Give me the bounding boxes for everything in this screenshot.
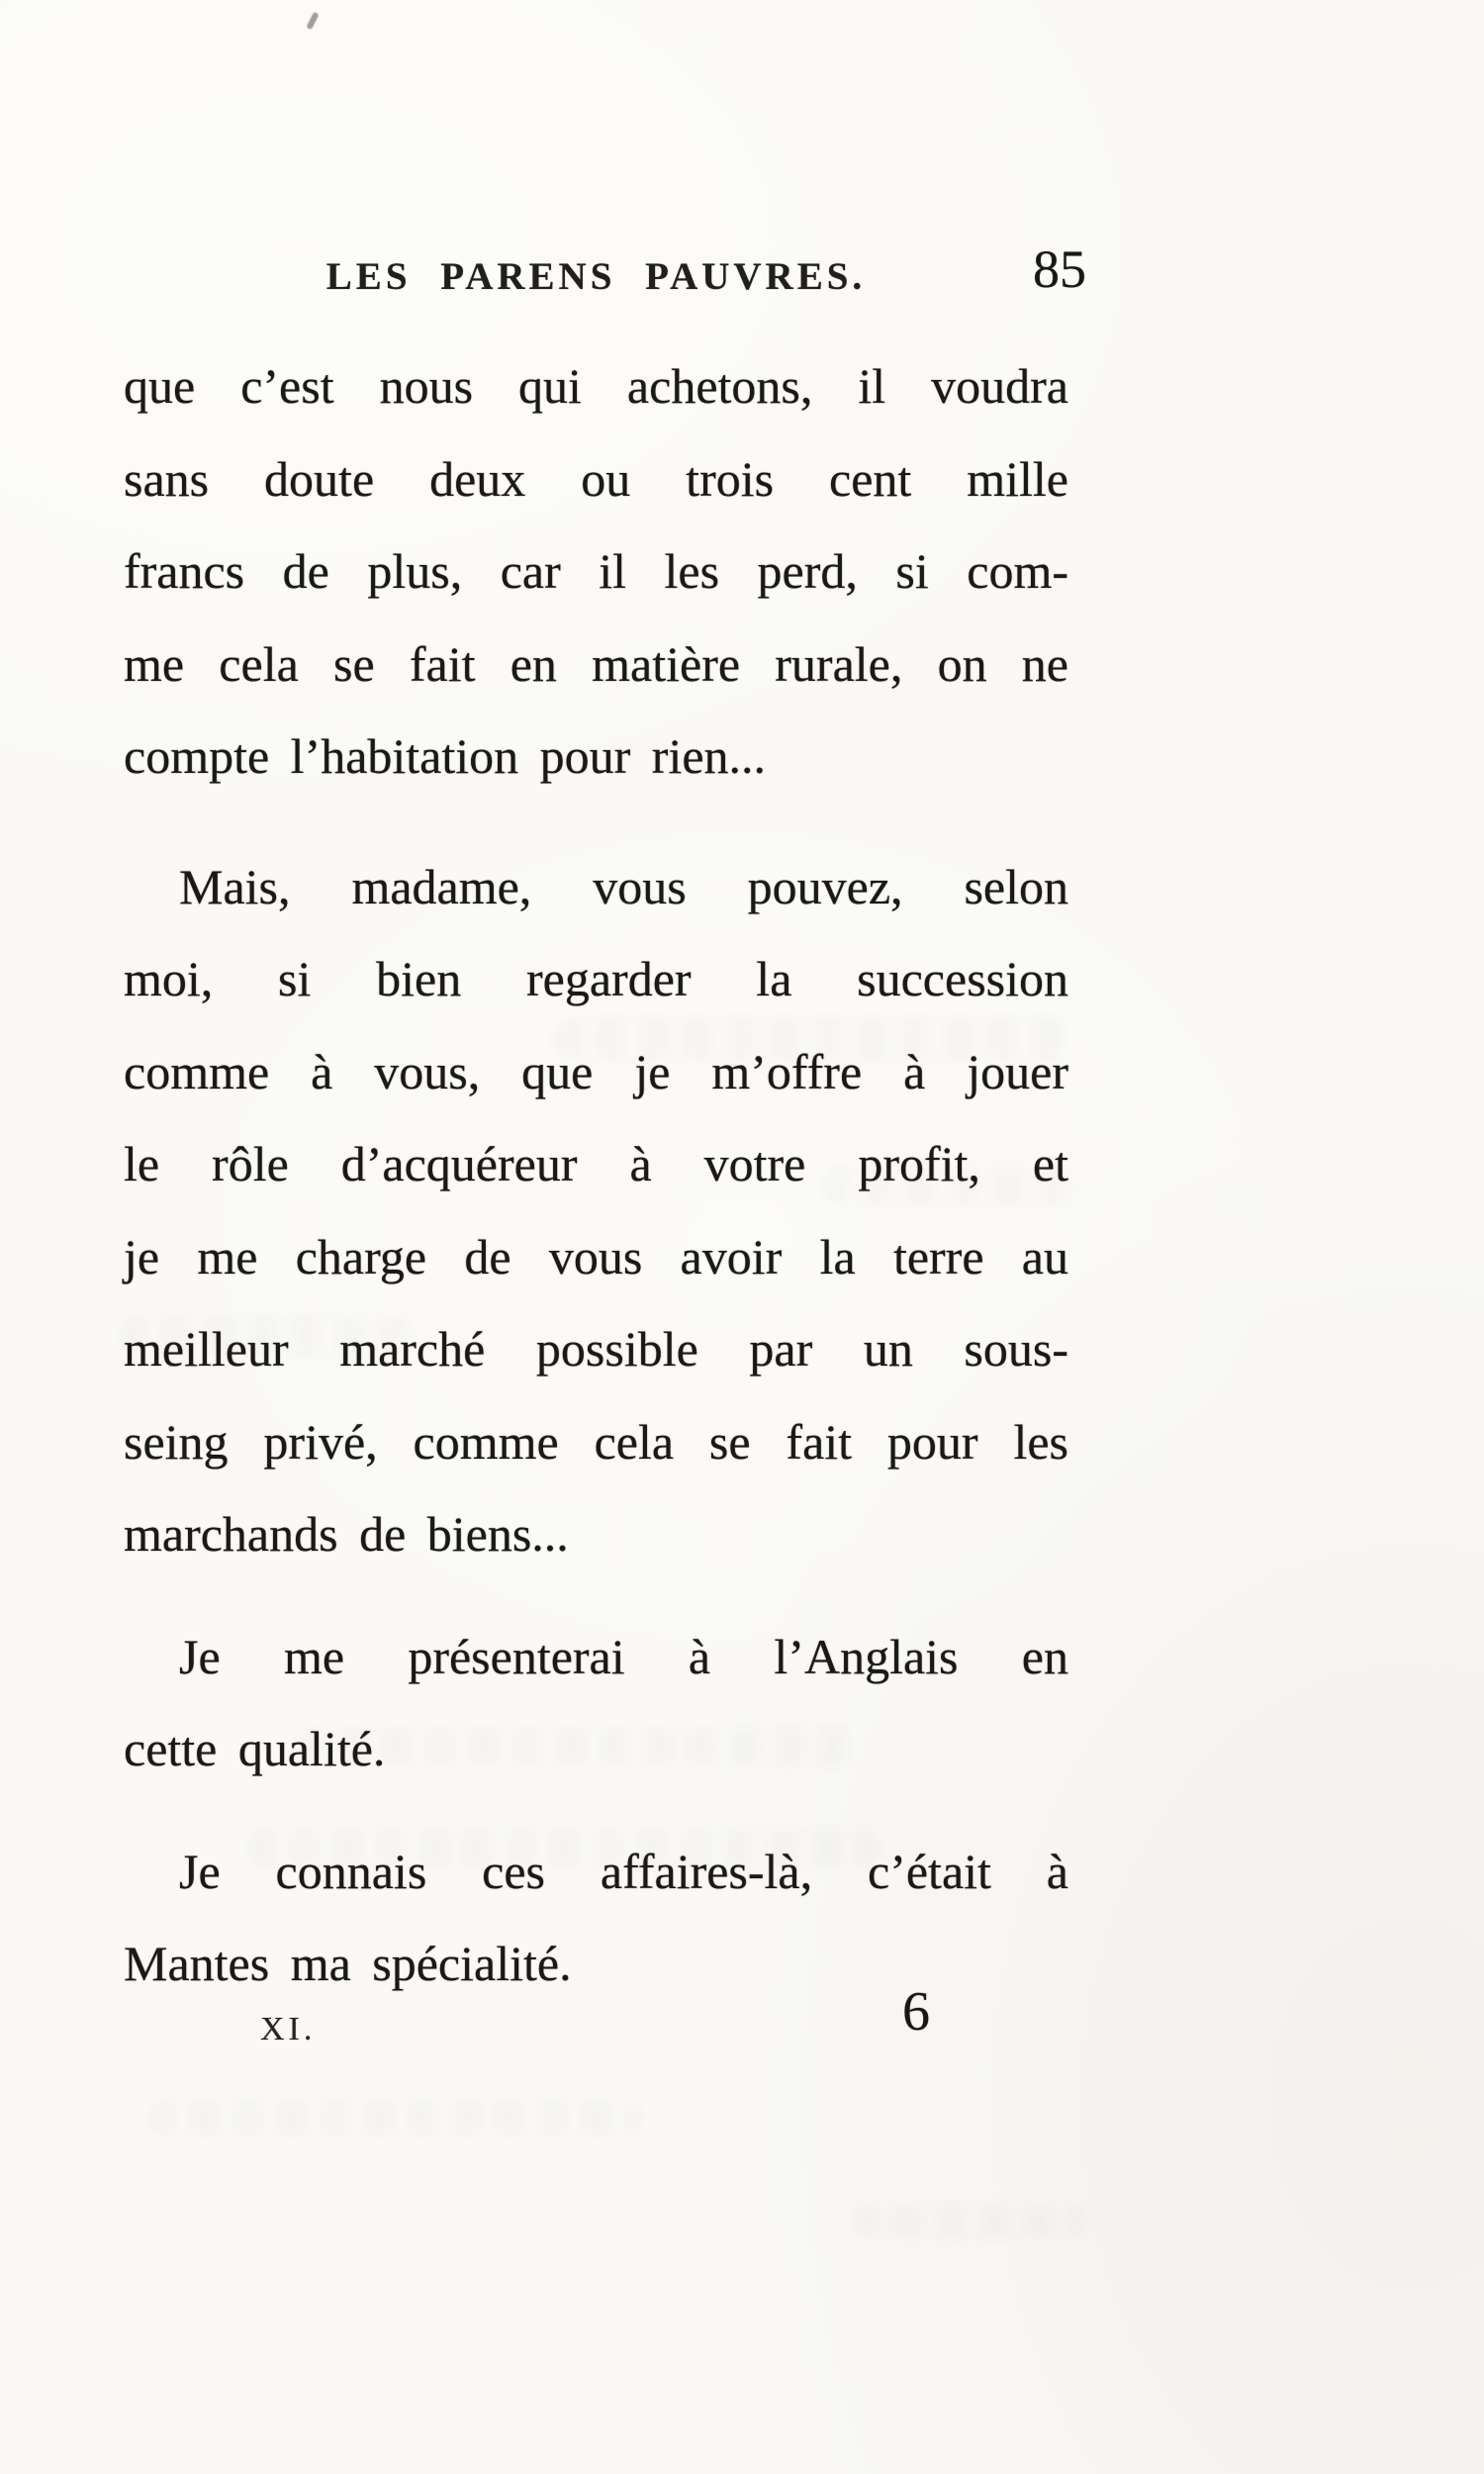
text-line: comme à vous, que je m’offre à jouer <box>124 1043 1068 1099</box>
text-line: sans doute deux ou trois cent mille <box>124 450 1068 507</box>
page-number: 85 <box>1033 239 1086 299</box>
paragraph <box>124 340 1068 804</box>
paragraph <box>124 1611 1068 1796</box>
text-line: me cela se fait en matière rurale, on ne <box>124 635 1068 692</box>
text-line: le rôle d’acquéreur à votre profit, et <box>124 1136 1068 1191</box>
text-line: Mantes ma spécialité. <box>124 1936 572 1991</box>
text-line: Je me présenterai à l’Anglais en <box>179 1628 1068 1684</box>
ink-speck <box>306 12 320 31</box>
bleed-through-mark <box>148 2100 643 2136</box>
text-line: seing privé, comme cela se fait pour les <box>124 1413 1068 1470</box>
text-line: francs de plus, car il les perd, si com- <box>124 543 1068 599</box>
running-title: LES PARENS PAUVRES. <box>325 255 867 298</box>
text-line: meilleur marché possible par un sous- <box>124 1321 1068 1377</box>
text-line: que c’est nous qui achetons, il voudra <box>124 358 1068 414</box>
text-line: cette qualité. <box>124 1721 386 1776</box>
text-line: je me charge de vous avoir la terre au <box>124 1228 1068 1285</box>
text-line: compte l’habitation pour rien... <box>124 728 767 784</box>
text-line: Je connais ces affaires-là, c’était à <box>179 1843 1068 1899</box>
paragraph <box>124 841 1068 1581</box>
text-line: marchands de biens... <box>124 1506 569 1562</box>
page-header <box>124 239 1086 309</box>
text-line: moi, si bien regarder la succession <box>124 951 1068 1006</box>
footer-signature-mark: XI. <box>260 2011 317 2047</box>
text-line: Mais, madame, vous pouvez, selon <box>179 858 1068 914</box>
body-text <box>124 340 1068 2011</box>
bleed-through-mark <box>851 2205 1088 2238</box>
footer-sheet-number: 6 <box>902 1981 930 2043</box>
